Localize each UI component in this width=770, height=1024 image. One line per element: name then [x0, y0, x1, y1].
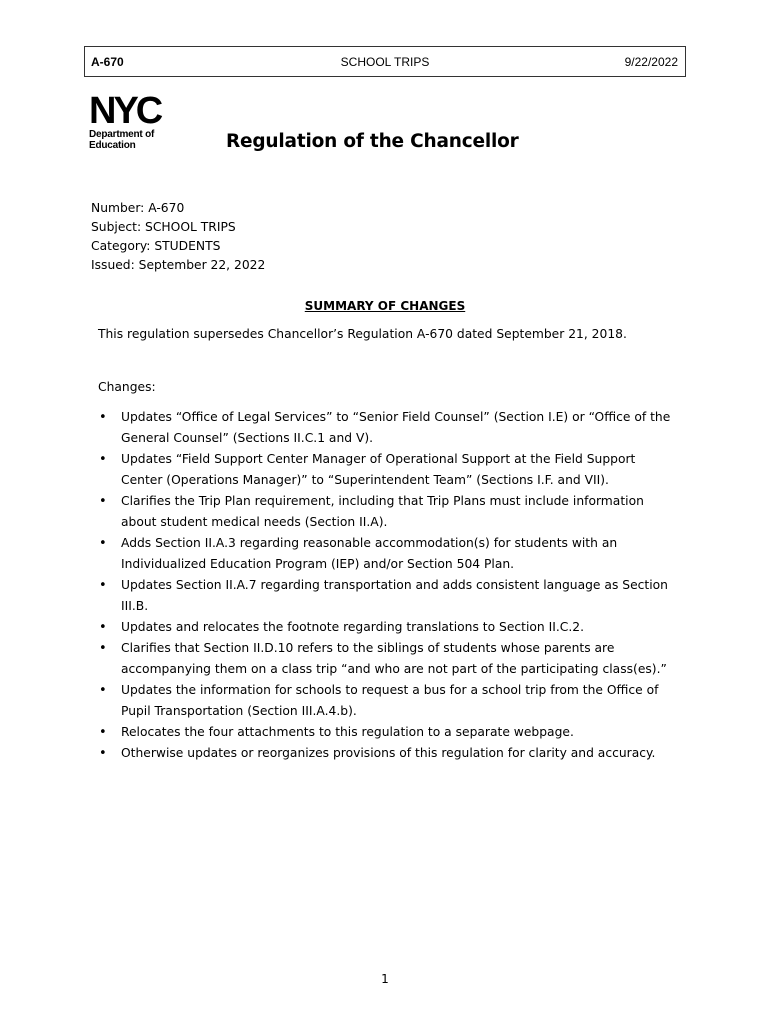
logo-line-2: Education [89, 140, 136, 151]
list-item [98, 617, 678, 638]
logo-line-1: Department of [89, 129, 155, 140]
summary-heading: SUMMARY OF CHANGES [304, 299, 466, 313]
list-item-text: Otherwise updates or reorganizes provisions of this regulation for clarity and accuracy. [121, 746, 656, 760]
list-item-text: Updates “Field Support Center Manager of Operational Support at the Field Support Center (Operations Manager)” to “Superintendent Team” (Sections I.F. and VII). [121, 452, 636, 487]
list-item [98, 491, 678, 533]
logo-mark: NYC [89, 90, 161, 132]
bullet-icon: • [99, 452, 107, 467]
list-item-text: Updates and relocates the footnote regarding translations to Section II.C.2. [121, 620, 585, 634]
list-item-text: Adds Section II.A.3 regarding reasonable accommodation(s) for students with an Individualized Education Program (IEP) and/or Section 504 Plan. [121, 536, 618, 571]
list-item [98, 575, 678, 617]
nyc-doe-logo [89, 90, 185, 155]
bullet-icon: • [99, 536, 107, 551]
bullet-icon: • [99, 683, 107, 698]
list-item [98, 449, 678, 491]
supersedes-paragraph: This regulation supersedes Chancellor’s Regulation A-670 dated September 21, 2018. [98, 327, 627, 341]
bullet-icon: • [99, 410, 107, 425]
bullet-icon: • [99, 641, 107, 656]
list-item [98, 407, 678, 449]
running-header [84, 46, 686, 77]
list-item-text: Clarifies the Trip Plan requirement, including that Trip Plans must include information about student medical needs (Section II.A). [121, 494, 644, 529]
changes-label: Changes: [98, 380, 156, 394]
list-item [98, 743, 678, 764]
list-item-text: Updates the information for schools to request a bus for a school trip from the Office of Pupil Transportation (Section III.A.4.b). [121, 683, 659, 718]
bullet-icon: • [99, 494, 107, 509]
list-item-text: Clarifies that Section II.D.10 refers to the siblings of students whose parents are accompanying them on a class trip “and who are not part of the participating class(es).” [121, 641, 667, 676]
header-doc-number: A-670 [91, 55, 124, 69]
meta-subject: Subject: SCHOOL TRIPS [91, 220, 236, 234]
header-date: 9/22/2022 [624, 55, 678, 69]
list-item [98, 638, 678, 680]
document-title: Regulation of the Chancellor [226, 131, 519, 152]
regulation-metadata [91, 199, 265, 275]
page-number: 1 [381, 972, 389, 986]
list-item-text: Relocates the four attachments to this regulation to a separate webpage. [121, 725, 574, 739]
list-item [98, 722, 678, 743]
meta-category: Category: STUDENTS [91, 239, 221, 253]
meta-issued: Issued: September 22, 2022 [91, 258, 266, 272]
meta-number: Number: A-670 [91, 201, 185, 215]
list-item [98, 533, 678, 575]
header-doc-title: SCHOOL TRIPS [340, 55, 430, 69]
bullet-icon: • [99, 578, 107, 593]
changes-list [98, 407, 678, 764]
list-item-text: Updates “Office of Legal Services” to “Senior Field Counsel” (Section I.E) or “Office of the General Counsel” (Sections II.C.1 and V). [121, 410, 671, 445]
bullet-icon: • [99, 746, 107, 761]
bullet-icon: • [99, 620, 107, 635]
list-item-text: Updates Section II.A.7 regarding transportation and adds consistent language as Section III.B. [121, 578, 668, 613]
bullet-icon: • [99, 725, 107, 740]
list-item [98, 680, 678, 722]
